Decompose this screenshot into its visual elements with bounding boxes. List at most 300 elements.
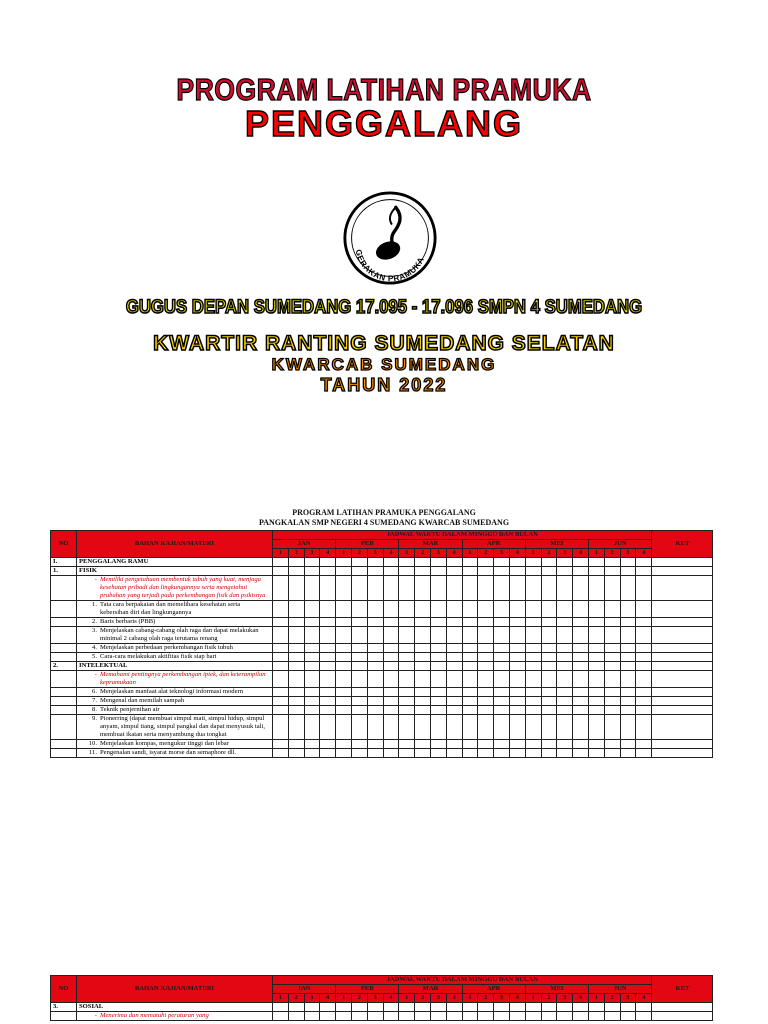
schedule-cell: [541, 706, 557, 715]
schedule-cell: [430, 740, 446, 749]
schedule-cell: [636, 749, 652, 758]
schedule-cell: [557, 558, 573, 567]
schedule-cell: [399, 671, 415, 688]
schedule-cell: [541, 1012, 557, 1021]
schedule-cell: [273, 644, 289, 653]
table-row: [51, 662, 713, 671]
schedule-cell: [446, 715, 462, 740]
schedule-cell: [573, 653, 589, 662]
schedule-cell: [367, 706, 383, 715]
schedule-cell: [557, 1012, 573, 1021]
schedule-cell: [430, 697, 446, 706]
schedule-cell: [604, 576, 620, 601]
week-header: 3: [430, 549, 446, 558]
week-header: 1: [399, 549, 415, 558]
schedule-cell: [509, 576, 525, 601]
schedule-cell: [620, 662, 636, 671]
schedule-cell: [415, 688, 431, 697]
ket-cell: [652, 671, 713, 688]
schedule-cell: [383, 627, 399, 644]
schedule-cell: [620, 644, 636, 653]
schedule-cell: [494, 662, 510, 671]
schedule-cell: [478, 697, 494, 706]
schedule-cell: [509, 740, 525, 749]
schedule-cell: [620, 706, 636, 715]
schedule-cell: [494, 706, 510, 715]
row-number: [51, 627, 77, 644]
schedule-cell: [478, 749, 494, 758]
schedule-cell: [446, 1003, 462, 1012]
schedule-cell: [573, 644, 589, 653]
schedule-cell: [478, 740, 494, 749]
schedule-cell: [462, 1012, 478, 1021]
month-header: MEI: [525, 985, 588, 994]
schedule-cell: [336, 671, 352, 688]
col-header-bahan: BAHAN KAJIAN/MATERI: [77, 976, 273, 1003]
schedule-cell: [557, 688, 573, 697]
schedule-cell: [351, 618, 367, 627]
schedule-cell: [320, 576, 336, 601]
gerakan-pramuka-logo: [342, 190, 438, 286]
schedule-cell: [525, 740, 541, 749]
schedule-cell: [588, 671, 604, 688]
schedule-cell: [557, 749, 573, 758]
schedule-cell: [525, 644, 541, 653]
schedule-cell: [557, 576, 573, 601]
ket-cell: [652, 644, 713, 653]
schedule-cell: [351, 576, 367, 601]
ket-cell: [652, 706, 713, 715]
schedule-cell: [525, 688, 541, 697]
schedule-cell: [288, 662, 304, 671]
goal-text: - Memahami pentingnya perkembangan iptek, dan keterampilan kepramukaan: [77, 671, 273, 688]
schedule-cell: [304, 662, 320, 671]
schedule-cell: [636, 740, 652, 749]
schedule-cell: [588, 576, 604, 601]
schedule-cell: [351, 749, 367, 758]
schedule-cell: [383, 567, 399, 576]
month-header: APR: [462, 540, 525, 549]
week-header: 2: [541, 994, 557, 1003]
svg-text:GERAKAN PRAMUKA: GERAKAN PRAMUKA: [353, 248, 427, 284]
schedule-cell: [604, 644, 620, 653]
row-number: 2.: [51, 662, 77, 671]
schedule-cell: [273, 627, 289, 644]
schedule-cell: [509, 671, 525, 688]
schedule-cell: [573, 662, 589, 671]
table-row: [51, 706, 713, 715]
schedule-cell: [399, 576, 415, 601]
schedule-cell: [273, 740, 289, 749]
schedule-cell: [304, 749, 320, 758]
schedule-cell: [494, 576, 510, 601]
schedule-cell: [462, 618, 478, 627]
schedule-cell: [636, 618, 652, 627]
ket-cell: [652, 1012, 713, 1021]
schedule-cell: [494, 653, 510, 662]
schedule-cell: [588, 601, 604, 618]
schedule-cell: [557, 627, 573, 644]
week-header: 1: [462, 549, 478, 558]
schedule-cell: [383, 662, 399, 671]
schedule-cell: [541, 644, 557, 653]
schedule-cell: [320, 601, 336, 618]
schedule-cell: [446, 688, 462, 697]
schedule-cell: [415, 1003, 431, 1012]
schedule-cell: [399, 1012, 415, 1021]
schedule-cell: [541, 715, 557, 740]
schedule-cell: [430, 1012, 446, 1021]
schedule-cell: [541, 1003, 557, 1012]
schedule-cell: [478, 653, 494, 662]
row-number: [51, 740, 77, 749]
ket-cell: [652, 715, 713, 740]
table-row: [51, 567, 713, 576]
col-header-bahan: BAHAN KAJIAN/MATERI: [77, 531, 273, 558]
week-header: 4: [383, 994, 399, 1003]
row-number: [51, 644, 77, 653]
col-header-no: NO: [51, 976, 77, 1003]
col-header-ket: KET: [652, 531, 713, 558]
material-item: 2. Baris berbaris (PBB): [77, 618, 273, 627]
schedule-cell: [620, 749, 636, 758]
schedule-cell: [320, 618, 336, 627]
schedule-cell: [288, 671, 304, 688]
schedule-cell: [430, 567, 446, 576]
schedule-cell: [604, 567, 620, 576]
schedule-cell: [446, 706, 462, 715]
schedule-cell: [304, 688, 320, 697]
schedule-cell: [336, 558, 352, 567]
schedule-cell: [367, 618, 383, 627]
schedule-cell: [367, 740, 383, 749]
schedule-cell: [383, 576, 399, 601]
week-header: 2: [478, 549, 494, 558]
schedule-cell: [588, 749, 604, 758]
schedule-cell: [573, 601, 589, 618]
schedule-cell: [320, 740, 336, 749]
schedule-cell: [304, 697, 320, 706]
schedule-cell: [509, 706, 525, 715]
ket-cell: [652, 558, 713, 567]
schedule-cell: [415, 740, 431, 749]
schedule-cell: [573, 627, 589, 644]
section-title: SOSIAL: [77, 1003, 273, 1012]
schedule-cell: [367, 697, 383, 706]
schedule-cell: [351, 558, 367, 567]
cover-title: PROGRAM LATIHAN PRAMUKA: [176, 72, 592, 107]
week-header: 4: [320, 994, 336, 1003]
week-header: 4: [573, 994, 589, 1003]
schedule-cell: [462, 688, 478, 697]
schedule-cell: [604, 706, 620, 715]
col-header-no: NO: [51, 531, 77, 558]
table-row: [51, 1012, 713, 1021]
schedule-cell: [509, 567, 525, 576]
schedule-cell: [573, 706, 589, 715]
schedule-cell: [509, 653, 525, 662]
goal-text: - Memiliki pengetahuan membentuk tubuh yang kuat, menjaga kesehatan pribadi dan lingkungannya serta mengetahui prubahan yang terjadi pada perkembangan fisik dan psikisnya: [77, 576, 273, 601]
schedule-cell: [573, 576, 589, 601]
schedule-cell: [430, 706, 446, 715]
schedule-cell: [430, 1003, 446, 1012]
ket-cell: [652, 627, 713, 644]
cover-year: TAHUN 2022: [320, 375, 448, 395]
schedule-cell: [557, 653, 573, 662]
material-item: 7. Mengenal dan memilah sampah: [77, 697, 273, 706]
schedule-cell: [462, 627, 478, 644]
schedule-cell: [336, 601, 352, 618]
col-header-jadwal: JADWAL WAKTU DALAM MINGGU DAN BULAN: [273, 531, 652, 540]
schedule-cell: [288, 567, 304, 576]
schedule-cell: [509, 715, 525, 740]
schedule-cell: [415, 749, 431, 758]
row-number: [51, 653, 77, 662]
schedule-cell: [320, 653, 336, 662]
schedule-cell: [415, 671, 431, 688]
month-header: JUN: [588, 540, 652, 549]
schedule-cell: [557, 1003, 573, 1012]
schedule-cell: [320, 1003, 336, 1012]
schedule-cell: [588, 697, 604, 706]
schedule-cell: [525, 715, 541, 740]
week-header: 1: [399, 994, 415, 1003]
schedule-cell: [383, 601, 399, 618]
week-header: 2: [604, 994, 620, 1003]
month-header: JAN: [273, 985, 336, 994]
table-row: [51, 671, 713, 688]
schedule-cell: [525, 697, 541, 706]
schedule-cell: [304, 644, 320, 653]
schedule-cell: [541, 671, 557, 688]
schedule-cell: [573, 567, 589, 576]
table-row: [51, 688, 713, 697]
week-header: 2: [415, 549, 431, 558]
schedule-cell: [478, 644, 494, 653]
schedule-cell: [399, 715, 415, 740]
schedule-cell: [620, 697, 636, 706]
schedule-cell: [367, 749, 383, 758]
schedule-cell: [399, 1003, 415, 1012]
schedule-cell: [636, 653, 652, 662]
schedule-cell: [320, 697, 336, 706]
schedule-cell: [620, 653, 636, 662]
schedule-cell: [273, 715, 289, 740]
schedule-cell: [604, 627, 620, 644]
schedule-cell: [494, 627, 510, 644]
table-row: [51, 715, 713, 740]
schedule-cell: [430, 576, 446, 601]
week-header: 4: [509, 994, 525, 1003]
schedule-cell: [383, 740, 399, 749]
row-number: [51, 601, 77, 618]
week-header: 3: [367, 549, 383, 558]
schedule-cell: [415, 697, 431, 706]
schedule-cell: [383, 715, 399, 740]
schedule-cell: [462, 644, 478, 653]
schedule-cell: [462, 740, 478, 749]
cover-subtitle: PENGGALANG: [244, 103, 523, 144]
schedule-cell: [573, 618, 589, 627]
schedule-cell: [273, 567, 289, 576]
week-header: 3: [304, 994, 320, 1003]
schedule-cell: [509, 1012, 525, 1021]
schedule-cell: [273, 601, 289, 618]
schedule-cell: [620, 567, 636, 576]
schedule-cell: [557, 662, 573, 671]
goal-text: - Menerima dan mematuhi peraturan yang: [77, 1012, 273, 1021]
schedule-cell: [288, 558, 304, 567]
schedule-cell: [367, 715, 383, 740]
schedule-cell: [636, 627, 652, 644]
week-header: 2: [288, 994, 304, 1003]
schedule-cell: [399, 697, 415, 706]
schedule-cell: [620, 627, 636, 644]
month-header: PEB: [336, 985, 399, 994]
schedule-cell: [462, 662, 478, 671]
schedule-cell: [383, 644, 399, 653]
schedule-cell: [525, 653, 541, 662]
schedule-cell: [588, 715, 604, 740]
schedule-cell: [273, 1012, 289, 1021]
schedule-cell: [478, 558, 494, 567]
schedule-cell: [383, 697, 399, 706]
schedule-cell: [557, 715, 573, 740]
schedule-cell: [399, 601, 415, 618]
schedule-cell: [273, 1003, 289, 1012]
schedule-cell: [383, 1012, 399, 1021]
row-number: [51, 618, 77, 627]
schedule-cell: [604, 740, 620, 749]
schedule-cell: [462, 558, 478, 567]
schedule-cell: [620, 740, 636, 749]
schedule-cell: [351, 740, 367, 749]
schedule-cell: [446, 671, 462, 688]
schedule-cell: [509, 558, 525, 567]
schedule-cell: [320, 567, 336, 576]
row-number: 3.: [51, 1003, 77, 1012]
schedule-cell: [304, 715, 320, 740]
schedule-cell: [541, 558, 557, 567]
schedule-cell: [573, 697, 589, 706]
schedule-cell: [320, 627, 336, 644]
schedule-cell: [336, 567, 352, 576]
schedule-cell: [351, 697, 367, 706]
schedule-cell: [462, 706, 478, 715]
schedule-cell: [446, 662, 462, 671]
schedule-cell: [494, 688, 510, 697]
schedule-cell: [399, 688, 415, 697]
schedule-cell: [525, 601, 541, 618]
week-header: 3: [430, 994, 446, 1003]
schedule-cell: [494, 644, 510, 653]
schedule-cell: [304, 558, 320, 567]
schedule-cell: [288, 644, 304, 653]
schedule-cell: [367, 558, 383, 567]
section-title: INTELEKTUAL: [77, 662, 273, 671]
schedule-cell: [446, 601, 462, 618]
schedule-cell: [351, 671, 367, 688]
material-item: 11. Pengenalan sandi, isyarat morse dan semaphore dll.: [77, 749, 273, 758]
schedule-cell: [351, 662, 367, 671]
schedule-cell: [446, 697, 462, 706]
schedule-cell: [399, 653, 415, 662]
schedule-cell: [604, 1003, 620, 1012]
schedule-cell: [588, 1003, 604, 1012]
schedule-cell: [525, 567, 541, 576]
schedule-cell: [351, 715, 367, 740]
schedule-cell: [415, 653, 431, 662]
schedule-cell: [525, 671, 541, 688]
ket-cell: [652, 653, 713, 662]
schedule-cell: [399, 567, 415, 576]
schedule-cell: [636, 706, 652, 715]
schedule-cell: [509, 662, 525, 671]
schedule-cell: [478, 1003, 494, 1012]
schedule-cell: [415, 618, 431, 627]
schedule-cell: [478, 601, 494, 618]
table-subcaption: PANGKALAN SMP NEGERI 4 SUMEDANG KWARCAB SUMEDANG: [258, 518, 510, 527]
schedule-cell: [430, 715, 446, 740]
schedule-cell: [557, 706, 573, 715]
row-number: [51, 671, 77, 688]
schedule-cell: [288, 715, 304, 740]
schedule-cell: [446, 740, 462, 749]
schedule-cell: [588, 688, 604, 697]
schedule-cell: [478, 618, 494, 627]
month-header: PEB: [336, 540, 399, 549]
week-header: 1: [273, 549, 289, 558]
schedule-cell: [320, 706, 336, 715]
schedule-cell: [636, 697, 652, 706]
schedule-cell: [557, 601, 573, 618]
schedule-cell: [336, 662, 352, 671]
schedule-cell: [430, 558, 446, 567]
week-header: 3: [557, 994, 573, 1003]
schedule-cell: [478, 567, 494, 576]
schedule-cell: [415, 1012, 431, 1021]
schedule-cell: [557, 740, 573, 749]
schedule-cell: [336, 740, 352, 749]
row-number: [51, 576, 77, 601]
schedule-cell: [430, 601, 446, 618]
schedule-cell: [541, 749, 557, 758]
schedule-cell: [399, 627, 415, 644]
section-title: FISIK: [77, 567, 273, 576]
schedule-cell: [383, 618, 399, 627]
material-item: 8. Teknik penjernihan air: [77, 706, 273, 715]
table-row: [51, 618, 713, 627]
table-row: [51, 749, 713, 758]
schedule-cell: [288, 706, 304, 715]
week-header: 2: [541, 549, 557, 558]
week-header: 2: [604, 549, 620, 558]
ket-cell: [652, 618, 713, 627]
table-row: [51, 697, 713, 706]
schedule-cell: [557, 644, 573, 653]
schedule-cell: [288, 653, 304, 662]
week-header: 1: [336, 549, 352, 558]
schedule-cell: [636, 601, 652, 618]
schedule-cell: [415, 567, 431, 576]
schedule-cell: [604, 653, 620, 662]
schedule-cell: [273, 576, 289, 601]
table-caption: PROGRAM LATIHAN PRAMUKA PENGGALANG: [292, 508, 476, 517]
schedule-cell: [273, 558, 289, 567]
schedule-cell: [541, 627, 557, 644]
material-item: 5. Cara-cara melakukan aktifitas fisik siap hari: [77, 653, 273, 662]
schedule-cell: [636, 1003, 652, 1012]
